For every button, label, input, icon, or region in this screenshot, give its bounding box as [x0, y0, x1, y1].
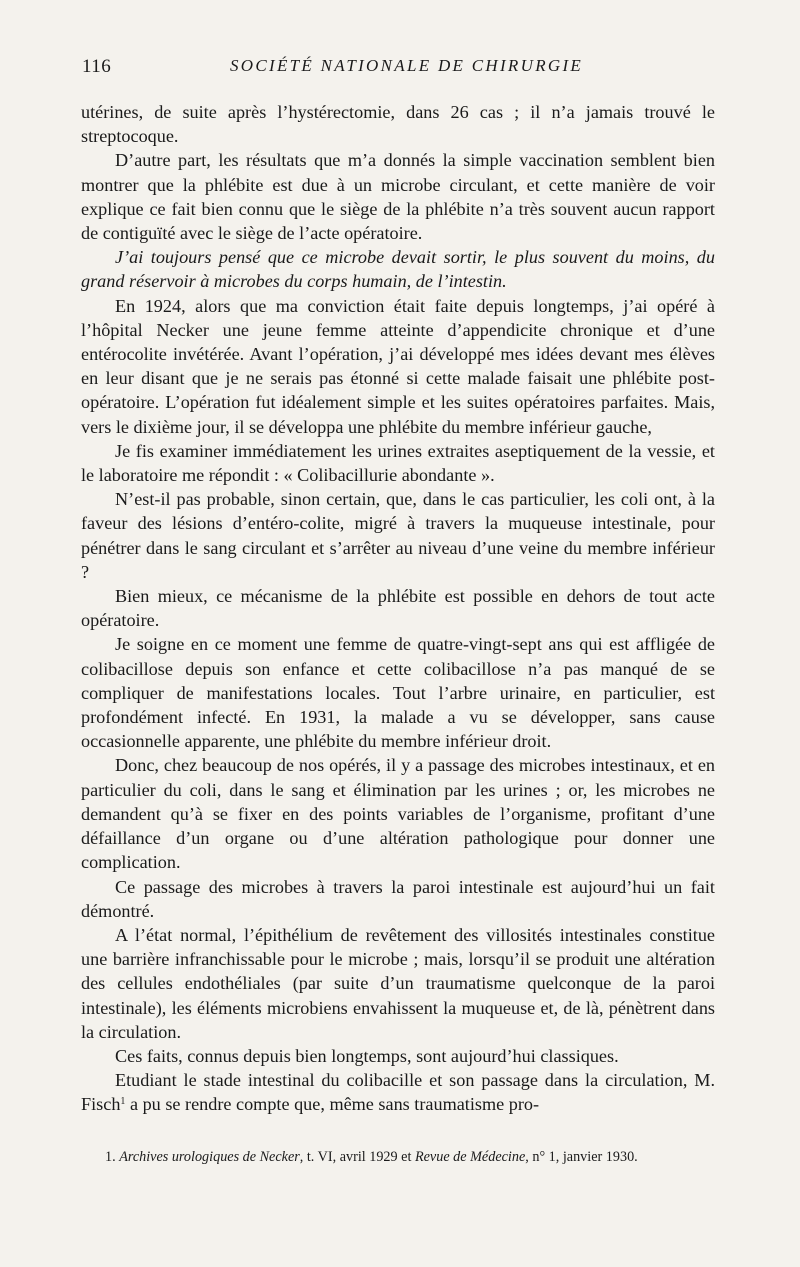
page-header [82, 56, 714, 86]
footnote-text-2: , n° 1, janvier 1930. [525, 1149, 638, 1165]
paragraph: A l’état normal, l’épithélium de revêtement des villosités intestinales constitue une barrière infranchissable pour le microbe ; mais, lorsqu’il se produit une altération des cellules endothéliales (par suite d’un traumatisme quelconque de la paroi intestinale), les éléments microbiens envahissent la muqueuse et, de là, pénètrent dans la circulation. [81, 924, 715, 1042]
body-text [81, 100, 715, 1117]
footnote-marker: 1 [120, 1096, 126, 1108]
last-paragraph-after: a pu se rendre compte que, même sans traumatisme pro- [125, 1094, 540, 1115]
footnote [81, 1148, 715, 1167]
footnote-number: 1. [105, 1149, 116, 1165]
last-paragraph-before: Etudiant le stade intestinal du colibacille et son passage dans la circulation, M. Fisch [81, 1070, 715, 1115]
paragraph: D’autre part, les résultats que m’a donnés la simple vaccination semblent bien montrer que la phlébite est due à un microbe circulant, et cette manière de voir explique ce fait bien connu que le siège de la phlébite n’a très souvent aucun rapport de contiguïté avec le siège de l’acte opératoire. [81, 150, 715, 244]
footnote-journal-2: Revue de Médecine [414, 1149, 526, 1165]
running-title: SOCIÉTÉ NATIONALE DE CHIRURGIE [230, 56, 584, 75]
paragraph-last [81, 1068, 715, 1116]
paragraph: Je fis examiner immédiatement les urines extraites aseptiquement de la vessie, et le laboratoire me répondit : « Colibacillurie abondante ». [81, 440, 715, 486]
paragraph: Ces faits, connus depuis bien longtemps, sont aujourd’hui classiques. [115, 1045, 619, 1066]
paragraph: Bien mieux, ce mécanisme de la phlébite est possible en dehors de tout acte opératoire. [81, 586, 715, 631]
paragraph: Ce passage des microbes à travers la paroi intestinale est aujourd’hui un fait démontré. [81, 876, 715, 921]
page-number: 116 [82, 56, 112, 77]
paragraph: En 1924, alors que ma conviction était faite depuis longtemps, j’ai opéré à l’hôpital Necker une jeune femme atteinte d’appendicite chronique et d’une entérocolite invétérée. Avant l’opération, j’ai développé mes idées devant mes élèves en leur disant que je ne serais pas étonné si cette malade faisait une phlébite post-opératoire. L’opération fut idéalement simple et les suites opératoires parfaites. Mais, vers le dixième jour, il se développa une phlébite du membre inférieur gauche, [81, 295, 715, 437]
footnote-journal-1: Archives urologiques de Necker [119, 1149, 300, 1165]
footnote-text-1: , t. VI, avril 1929 et [299, 1149, 415, 1165]
paragraph: Donc, chez beaucoup de nos opérés, il y a passage des microbes intestinaux, et en particulier du coli, dans le sang et élimination par les urines ; or, les microbes ne demandent qu’à se fixer en des points variables de l’organisme, profitant d’une défaillance d’un organe ou d’une altération pathologique pour donner une complication. [81, 755, 715, 873]
paragraph-continued: utérines, de suite après l’hystérectomie, dans 26 cas ; il n’a jamais trouvé le streptocoque. [81, 102, 715, 147]
paragraph: N’est-il pas probable, sinon certain, que, dans le cas particulier, les coli ont, à la faveur des lésions d’entéro-colite, migré à travers la muqueuse intestinale, pour pénétrer dans le sang circulant et s’arrêter au niveau d’une veine du membre inférieur ? [81, 489, 715, 582]
paragraph-italic: J’ai toujours pensé que ce microbe devait sortir, le plus souvent du moins, du grand réservoir à microbes du corps humain, de l’intestin. [81, 247, 715, 292]
paragraph: Je soigne en ce moment une femme de quatre-vingt-sept ans qui est affligée de colibacillose depuis son enfance et cette colibacillose n’a pas manqué de se compliquer de manifestations locales. Tout l’arbre urinaire, en particulier, est profondément infecté. En 1931, la malade a vu se développer, sans cause occasionnelle apparente, une phlébite du membre inférieur droit. [81, 634, 715, 752]
